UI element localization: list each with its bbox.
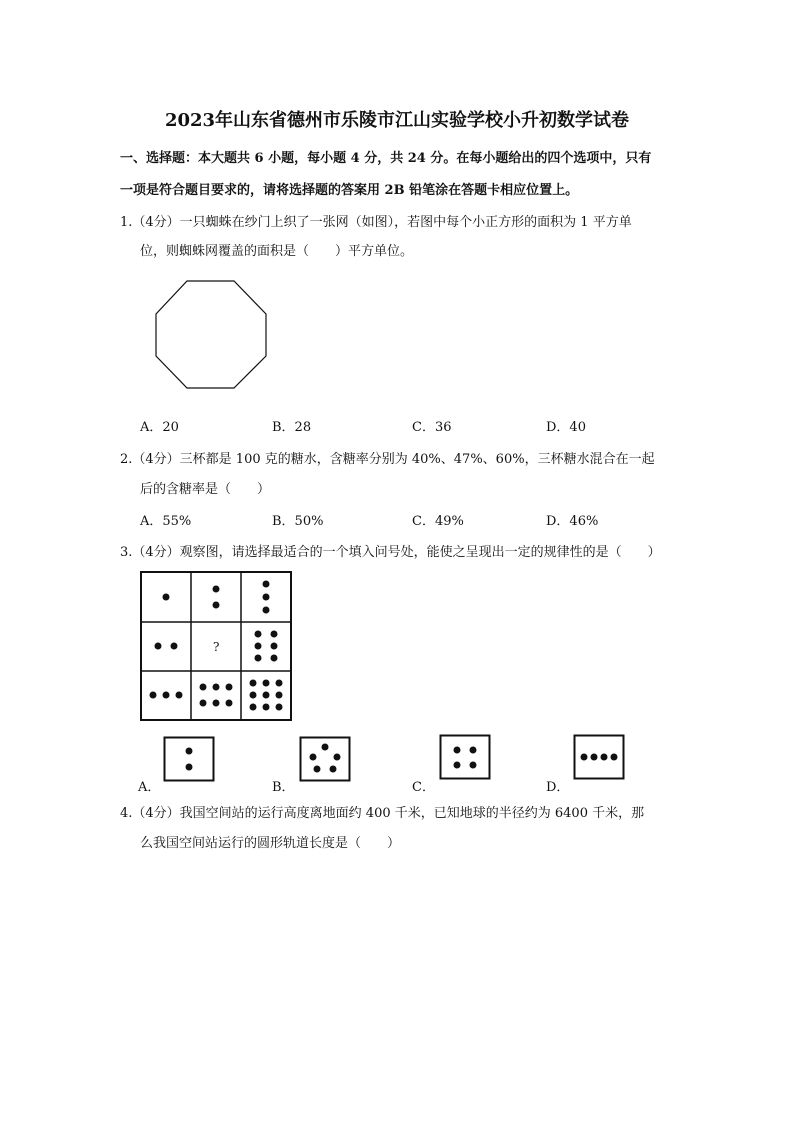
q1-option-d[interactable]: D．40 — [546, 420, 586, 435]
q1-option-c[interactable]: C．36 — [412, 420, 452, 435]
question-3-line1: 3.（4分）观察图，请选择最适合的一个填入问号处，能使之呈现出一定的规律性的是（ ） — [120, 545, 661, 560]
page-title: 2023年山东省德州市乐陵市江山实验学校小升初数学试卷 — [164, 110, 630, 131]
q3-option-a-figure[interactable] — [163, 736, 215, 782]
question-4-line1: 4.（4分）我国空间站的运行高度离地面约 400 千米，已知地球的半径约为 6400 千米，那 — [120, 806, 645, 821]
q3-option-b-figure[interactable] — [299, 736, 351, 782]
section-instructions-line2: 一项是符合题目要求的，请将选择题的答案用 2B 铅笔涂在答题卡相应位置上。 — [120, 183, 579, 198]
question-2-line1: 2.（4分）三杯都是 100 克的糖水，含糖率分别为 40%、47%、60%，三杯糖水混合在一起 — [120, 452, 655, 467]
question-1-line2: 位，则蜘蛛网覆盖的面积是（ ）平方单位。 — [140, 244, 414, 259]
q3-option-c-figure[interactable] — [439, 734, 491, 780]
q3-option-c[interactable]: C． — [412, 780, 435, 795]
q2-option-a[interactable]: A．55% — [140, 514, 192, 529]
q3-option-d[interactable]: D． — [546, 780, 570, 795]
section-instructions-line1: 一、选择题：本大题共 6 小题，每小题 4 分，共 24 分。在每小题给出的四个选项中，只有 — [120, 151, 652, 166]
octagon-figure — [150, 276, 272, 394]
q2-option-c[interactable]: C．49% — [412, 514, 464, 529]
grid-question-mark: ? — [213, 640, 220, 654]
q2-option-b[interactable]: B．50% — [272, 514, 324, 529]
q1-option-a[interactable]: A．20 — [140, 420, 179, 435]
q3-option-a[interactable]: A． — [138, 780, 161, 795]
q3-option-d-figure[interactable] — [573, 734, 625, 780]
question-2-line2: 后的含糖率是（ ） — [140, 482, 271, 497]
question-1-line1: 1.（4分）一只蜘蛛在纱门上织了一张网（如图），若图中每个小正方形的面积为 1 平方单 — [120, 215, 632, 230]
question-4-line2: 么我国空间站运行的圆形轨道长度是（ ） — [140, 836, 401, 851]
q2-option-d[interactable]: D．46% — [546, 514, 599, 529]
q1-option-b[interactable]: B．28 — [272, 420, 312, 435]
q3-option-b[interactable]: B． — [272, 780, 295, 795]
